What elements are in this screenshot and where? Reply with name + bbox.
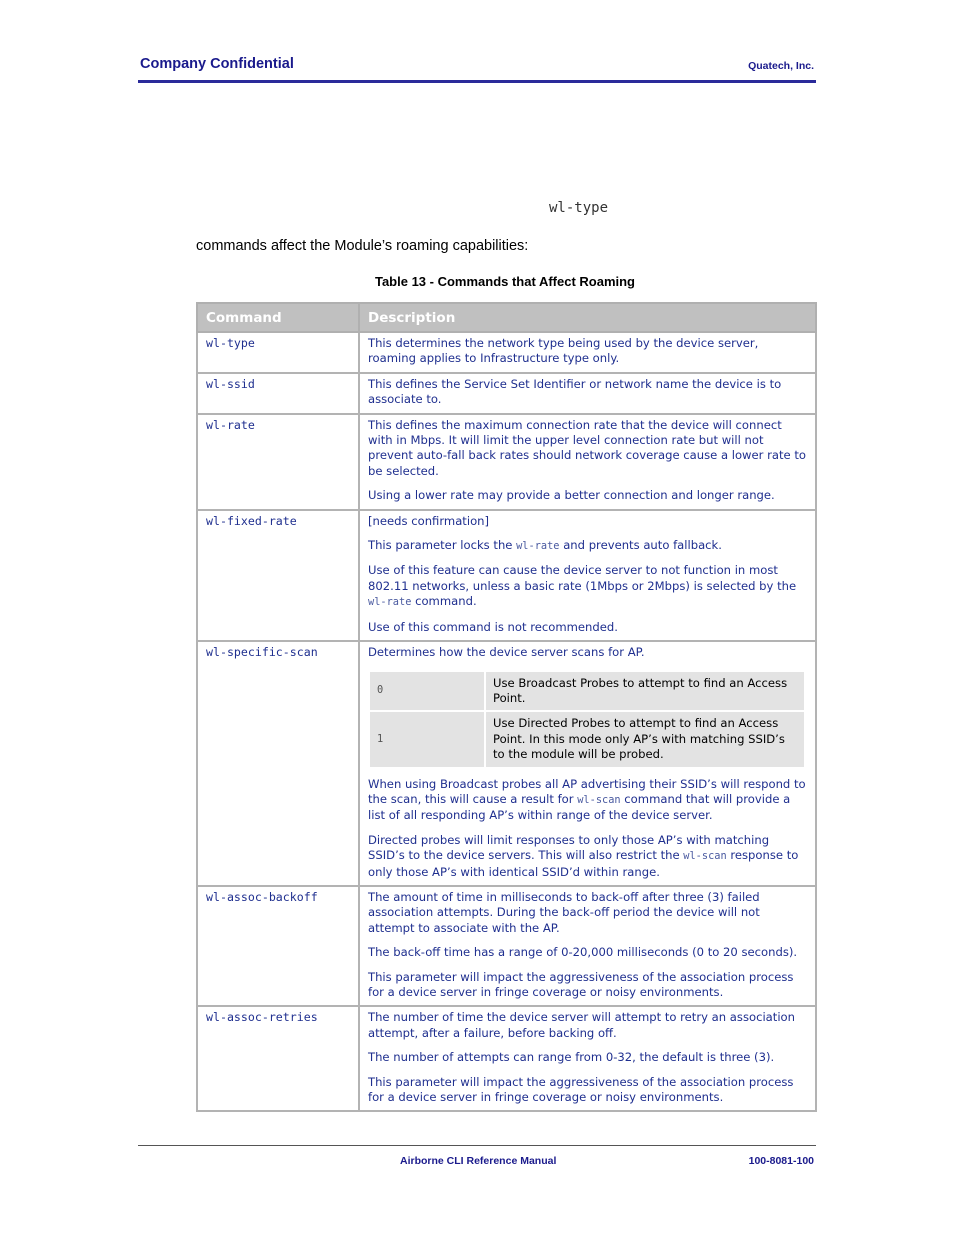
footer-document-number: 100-8081-100 — [748, 1155, 814, 1167]
intro-text: commands affect the Module’s roaming capabilities: — [196, 238, 529, 254]
description-paragraph: Use of this command is not recommended. — [368, 619, 618, 634]
description-cell — [359, 332, 816, 373]
text-run: command that will provide a list of all responding AP’s within range of the device server. — [368, 791, 791, 823]
inline-code: wl-scan — [683, 850, 727, 863]
scan-options-table — [368, 670, 806, 769]
description-paragraph — [368, 538, 807, 554]
description-paragraph — [368, 563, 807, 610]
inline-code: wl-scan — [577, 793, 621, 806]
inline-code: wl-rate — [368, 596, 412, 609]
text-run: and prevents auto fallback. — [559, 538, 722, 553]
description-cell — [359, 1006, 816, 1111]
description-paragraph: This defines the maximum connection rate that the device will connect with in Mbps. It will limit the upper level connection rate but will not prevent auto-fall back rates should network coverage cause a lower rate to be selected. — [368, 417, 806, 478]
option-row — [369, 711, 805, 767]
header-company-name: Quatech, Inc. — [748, 60, 814, 72]
command-cell: wl-type — [197, 332, 359, 373]
option-row — [369, 671, 805, 712]
description-cell — [359, 510, 816, 641]
description-paragraph: The number of attempts can range from 0-32, the default is three (3). — [368, 1050, 775, 1065]
option-description: Use Directed Probes to attempt to find an Access Point. In this mode only AP’s with matching SSID’s to the module will be probed. — [485, 711, 805, 767]
text-run: When using Broadcast probes all AP advertising their SSID’s will respond to the scan, this will cause a result for — [368, 776, 806, 806]
table-row — [197, 1006, 816, 1111]
table-row — [197, 886, 816, 1006]
text-run: response to only those AP’s with identical SSID’d within range. — [368, 848, 799, 879]
description-cell — [359, 373, 816, 414]
header-rule — [138, 80, 816, 83]
code-snippet: wl-type — [549, 200, 609, 216]
table-row — [197, 332, 816, 373]
text-run: Use of this feature can cause the device server to not function in most 802.11 networks, unless a basic rate (1Mbps or 2Mbps) is selected by the — [368, 563, 797, 593]
command-cell: wl-rate — [197, 414, 359, 510]
header-company-confidential: Company Confidential — [140, 56, 294, 72]
roaming-commands-table — [196, 302, 817, 1112]
description-cell — [359, 414, 816, 510]
command-cell: wl-assoc-retries — [197, 1006, 359, 1111]
text-run: This parameter locks the — [368, 538, 517, 553]
description-cell — [359, 641, 816, 886]
option-value: 1 — [369, 711, 485, 767]
command-cell: wl-assoc-backoff — [197, 886, 359, 1006]
description-paragraph — [368, 777, 807, 824]
option-value: 0 — [369, 671, 485, 712]
table-row — [197, 641, 816, 886]
command-cell: wl-ssid — [197, 373, 359, 414]
command-cell: wl-specific-scan — [197, 641, 359, 886]
description-paragraph: This determines the network type being used by the device server, roaming applies to Infrastructure type only. — [368, 336, 759, 366]
description-paragraph: Determines how the device server scans for AP. — [368, 645, 645, 660]
description-paragraph: This parameter will impact the aggressiveness of the association process for a device server in fringe coverage or noisy environments. — [368, 1074, 794, 1105]
table-row — [197, 510, 816, 641]
option-description: Use Broadcast Probes to attempt to find an Access Point. — [485, 671, 805, 712]
description-paragraph: This parameter will impact the aggressiveness of the association process for a device server in fringe coverage or noisy environments. — [368, 969, 794, 999]
inline-code: wl-rate — [516, 540, 560, 553]
table-row — [197, 373, 816, 414]
column-header-description: Description — [359, 303, 816, 332]
text-run: command. — [411, 594, 477, 609]
description-paragraph: The amount of time in milliseconds to back-off after three (3) failed association attempts. During the back-off period the device will not attempt to associate with the AP. — [368, 889, 760, 935]
table-header-row — [197, 303, 816, 332]
description-cell — [359, 886, 816, 1006]
footer-manual-title: Airborne CLI Reference Manual — [400, 1155, 557, 1167]
description-paragraph: The number of time the device server will attempt to retry an association attempt, after a failure, before backing off. — [368, 1010, 795, 1040]
description-paragraph: Using a lower rate may provide a better connection and longer range. — [368, 488, 775, 503]
column-header-command: Command — [197, 303, 359, 332]
footer-rule — [138, 1145, 816, 1146]
table-caption: Table 13 - Commands that Affect Roaming — [374, 274, 636, 289]
description-paragraph: [needs confirmation] — [368, 513, 490, 528]
description-paragraph — [368, 833, 807, 880]
table-row — [197, 414, 816, 510]
description-paragraph: This defines the Service Set Identifier or network name the device is to associate to. — [368, 376, 782, 407]
command-cell: wl-fixed-rate — [197, 510, 359, 641]
text-run: Directed probes will limit responses to only those AP’s with matching SSID’s to the device servers. This will also restrict the — [368, 832, 770, 863]
description-paragraph: The back-off time has a range of 0-20,000 milliseconds (0 to 20 seconds). — [368, 945, 798, 960]
